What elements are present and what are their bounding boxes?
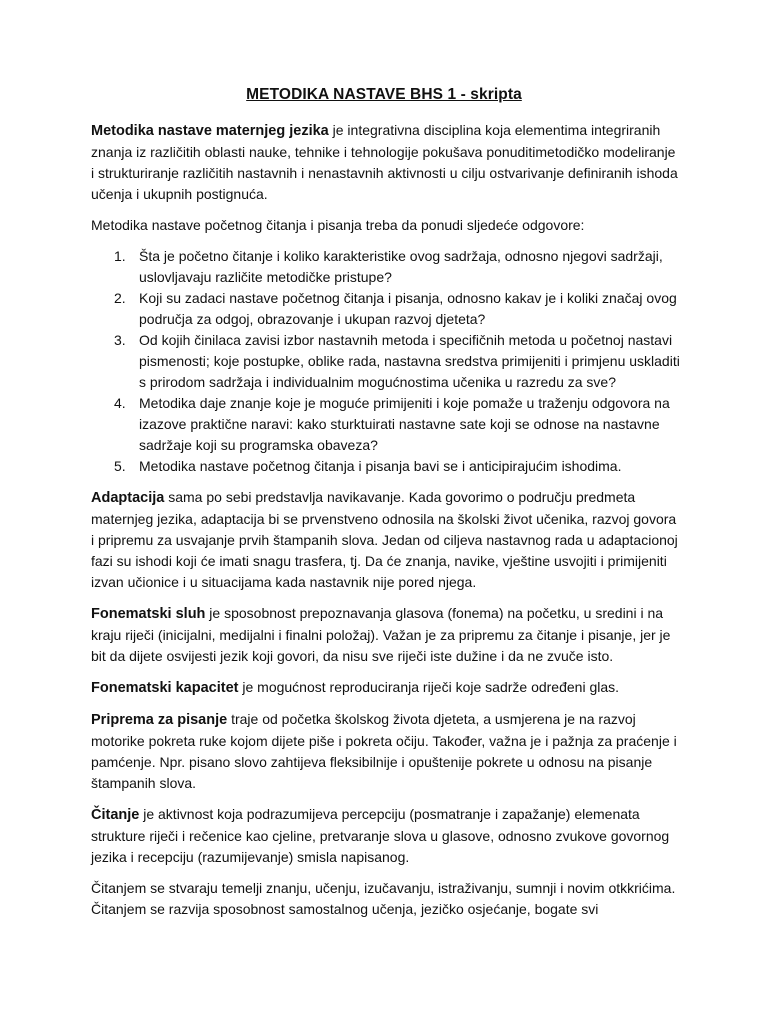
list-number: 1. xyxy=(114,248,126,264)
list-item xyxy=(91,330,681,393)
list-item xyxy=(91,456,681,477)
paragraph-text: Čitanjem se stvaraju temelji znanju, učenju, izučavanju, istraživanju, sumnji i novim otkkrićima. Čitanjem se razvija sposobnost samostalnog učenja, jezičko osjećanje, bogate svi xyxy=(91,880,676,917)
paragraph-text: je aktivnost koja podrazumijeva percepciju (posmatranje i zapažanje) elemenata strukture riječi i rečenice kao cjeline, pretvaranje slova u glasove, odnosno zvukove govornog jezika i recepciju (razumijevanje) smisla napisanog. xyxy=(91,806,670,865)
paragraph-text: sama po sebi predstavlja navikavanje. Kada govorimo o području predmeta maternjeg jezika, adaptacija bi se prvenstveno odnosila na školski život učenika, razvoj govora i pripremu za usvajanje prvih štampanih slova. Jedan od ciljeva nastavnog rada u adaptacionoj fazi su ishodi koji će imati snagu trasfera, tj. Da će znanja, navike, vještine usvojiti i primijeniti izvan učionice i u situacijama kada nastavnik nije pored njega. xyxy=(91,489,678,590)
document-title: METODIKA NASTAVE BHS 1 - skripta xyxy=(246,86,522,103)
paragraph-citanjem xyxy=(91,878,681,920)
paragraph-fonematski-kapacitet xyxy=(91,677,681,699)
list-number: 4. xyxy=(114,395,126,411)
questions-list xyxy=(91,246,681,477)
paragraph-priprema-za-pisanje xyxy=(91,709,681,794)
term-metodika: Metodika nastave maternjeg jezika xyxy=(91,123,329,139)
term-fonematski-sluh: Fonematski sluh xyxy=(91,606,206,622)
list-item-text: Metodika daje znanje koje je moguće primijeniti i koje pomaže u traženju odgovora na izazove praktične naravi: kako sturktuirati nastavne sate koji se odnose na nastavne sadržaje koji su programska obaveza? xyxy=(139,395,670,453)
list-item-text: Metodika nastave početnog čitanja i pisanja bavi se i anticipirajućim ishodima. xyxy=(139,458,622,474)
term-adaptacija: Adaptacija xyxy=(91,490,165,506)
paragraph-intro-questions xyxy=(91,215,681,236)
document-body xyxy=(91,120,681,930)
paragraph-metodika xyxy=(91,120,681,205)
paragraph-text: je sposobnost prepoznavanja glasova (fonema) na početku, u sredini i na kraju riječi (inicijalni, medijalni i finalni položaj). Važan je za pripremu za čitanje i pisanje, jer je bit da dijete osvijesti jezik koji govori, da nisu sve riječi iste dužine i da ne zvuče isto. xyxy=(91,605,671,664)
list-item-text: Od kojih činilaca zavisi izbor nastavnih metoda i specifičnih metoda u početnoj nastavi pismenosti; koje postupke, oblike rada, nastavna sredstva primijeniti i primjenu uskladiti s prirodom sadržaja i individualnim mogućnostima učenika u razredu za sve? xyxy=(139,332,680,390)
list-item xyxy=(91,288,681,330)
paragraph-fonematski-sluh xyxy=(91,603,681,667)
list-number: 5. xyxy=(114,458,126,474)
term-citanje: Čitanje xyxy=(91,807,140,823)
list-number: 3. xyxy=(114,332,126,348)
list-item xyxy=(91,393,681,456)
paragraph-citanje xyxy=(91,804,681,868)
list-item-text: Šta je početno čitanje i koliko karakteristike ovog sadržaja, odnosno njegovi sadržaji, uslovljavaju različite metodičke pristupe? xyxy=(139,248,663,285)
term-priprema-za-pisanje: Priprema za pisanje xyxy=(91,712,228,728)
paragraph-text: traje od početka školskog života djeteta, a usmjerena je na razvoj motorike pokreta ruke kojom dijete piše i pokreta očiju. Također, važna je i pažnja za praćenje i pamćenje. Npr. pisano slovo zahtijeva fleksibilnije i opuštenije pokrete u odnosu na pisanje štampanih slova. xyxy=(91,711,677,791)
list-number: 2. xyxy=(114,290,126,306)
paragraph-text: je mogućnost reproduciranja riječi koje sadrže određeni glas. xyxy=(238,679,620,695)
term-fonematski-kapacitet: Fonematski kapacitet xyxy=(91,680,239,696)
list-item-text: Koji su zadaci nastave početnog čitanja i pisanja, odnosno kakav je i koliki značaj ovog područja za odgoj, obrazovanje i ukupan razvoj djeteta? xyxy=(139,290,677,327)
paragraph-text: Metodika nastave početnog čitanja i pisanja treba da ponudi sljedeće odgovore: xyxy=(91,217,585,233)
list-item xyxy=(91,246,681,288)
paragraph-adaptacija xyxy=(91,487,681,593)
paragraph-text: je integrativna disciplina koja elementima integriranih znanja iz različitih oblasti nauke, tehnike i tehnologije pokušava ponuditimetodičko modeliranje i strukturiranje različitih nastavnih i nenastavnih aktivnosti u cilju ostvarivanje definiranih ishoda učenja i ukupnih postignuća. xyxy=(91,122,678,202)
